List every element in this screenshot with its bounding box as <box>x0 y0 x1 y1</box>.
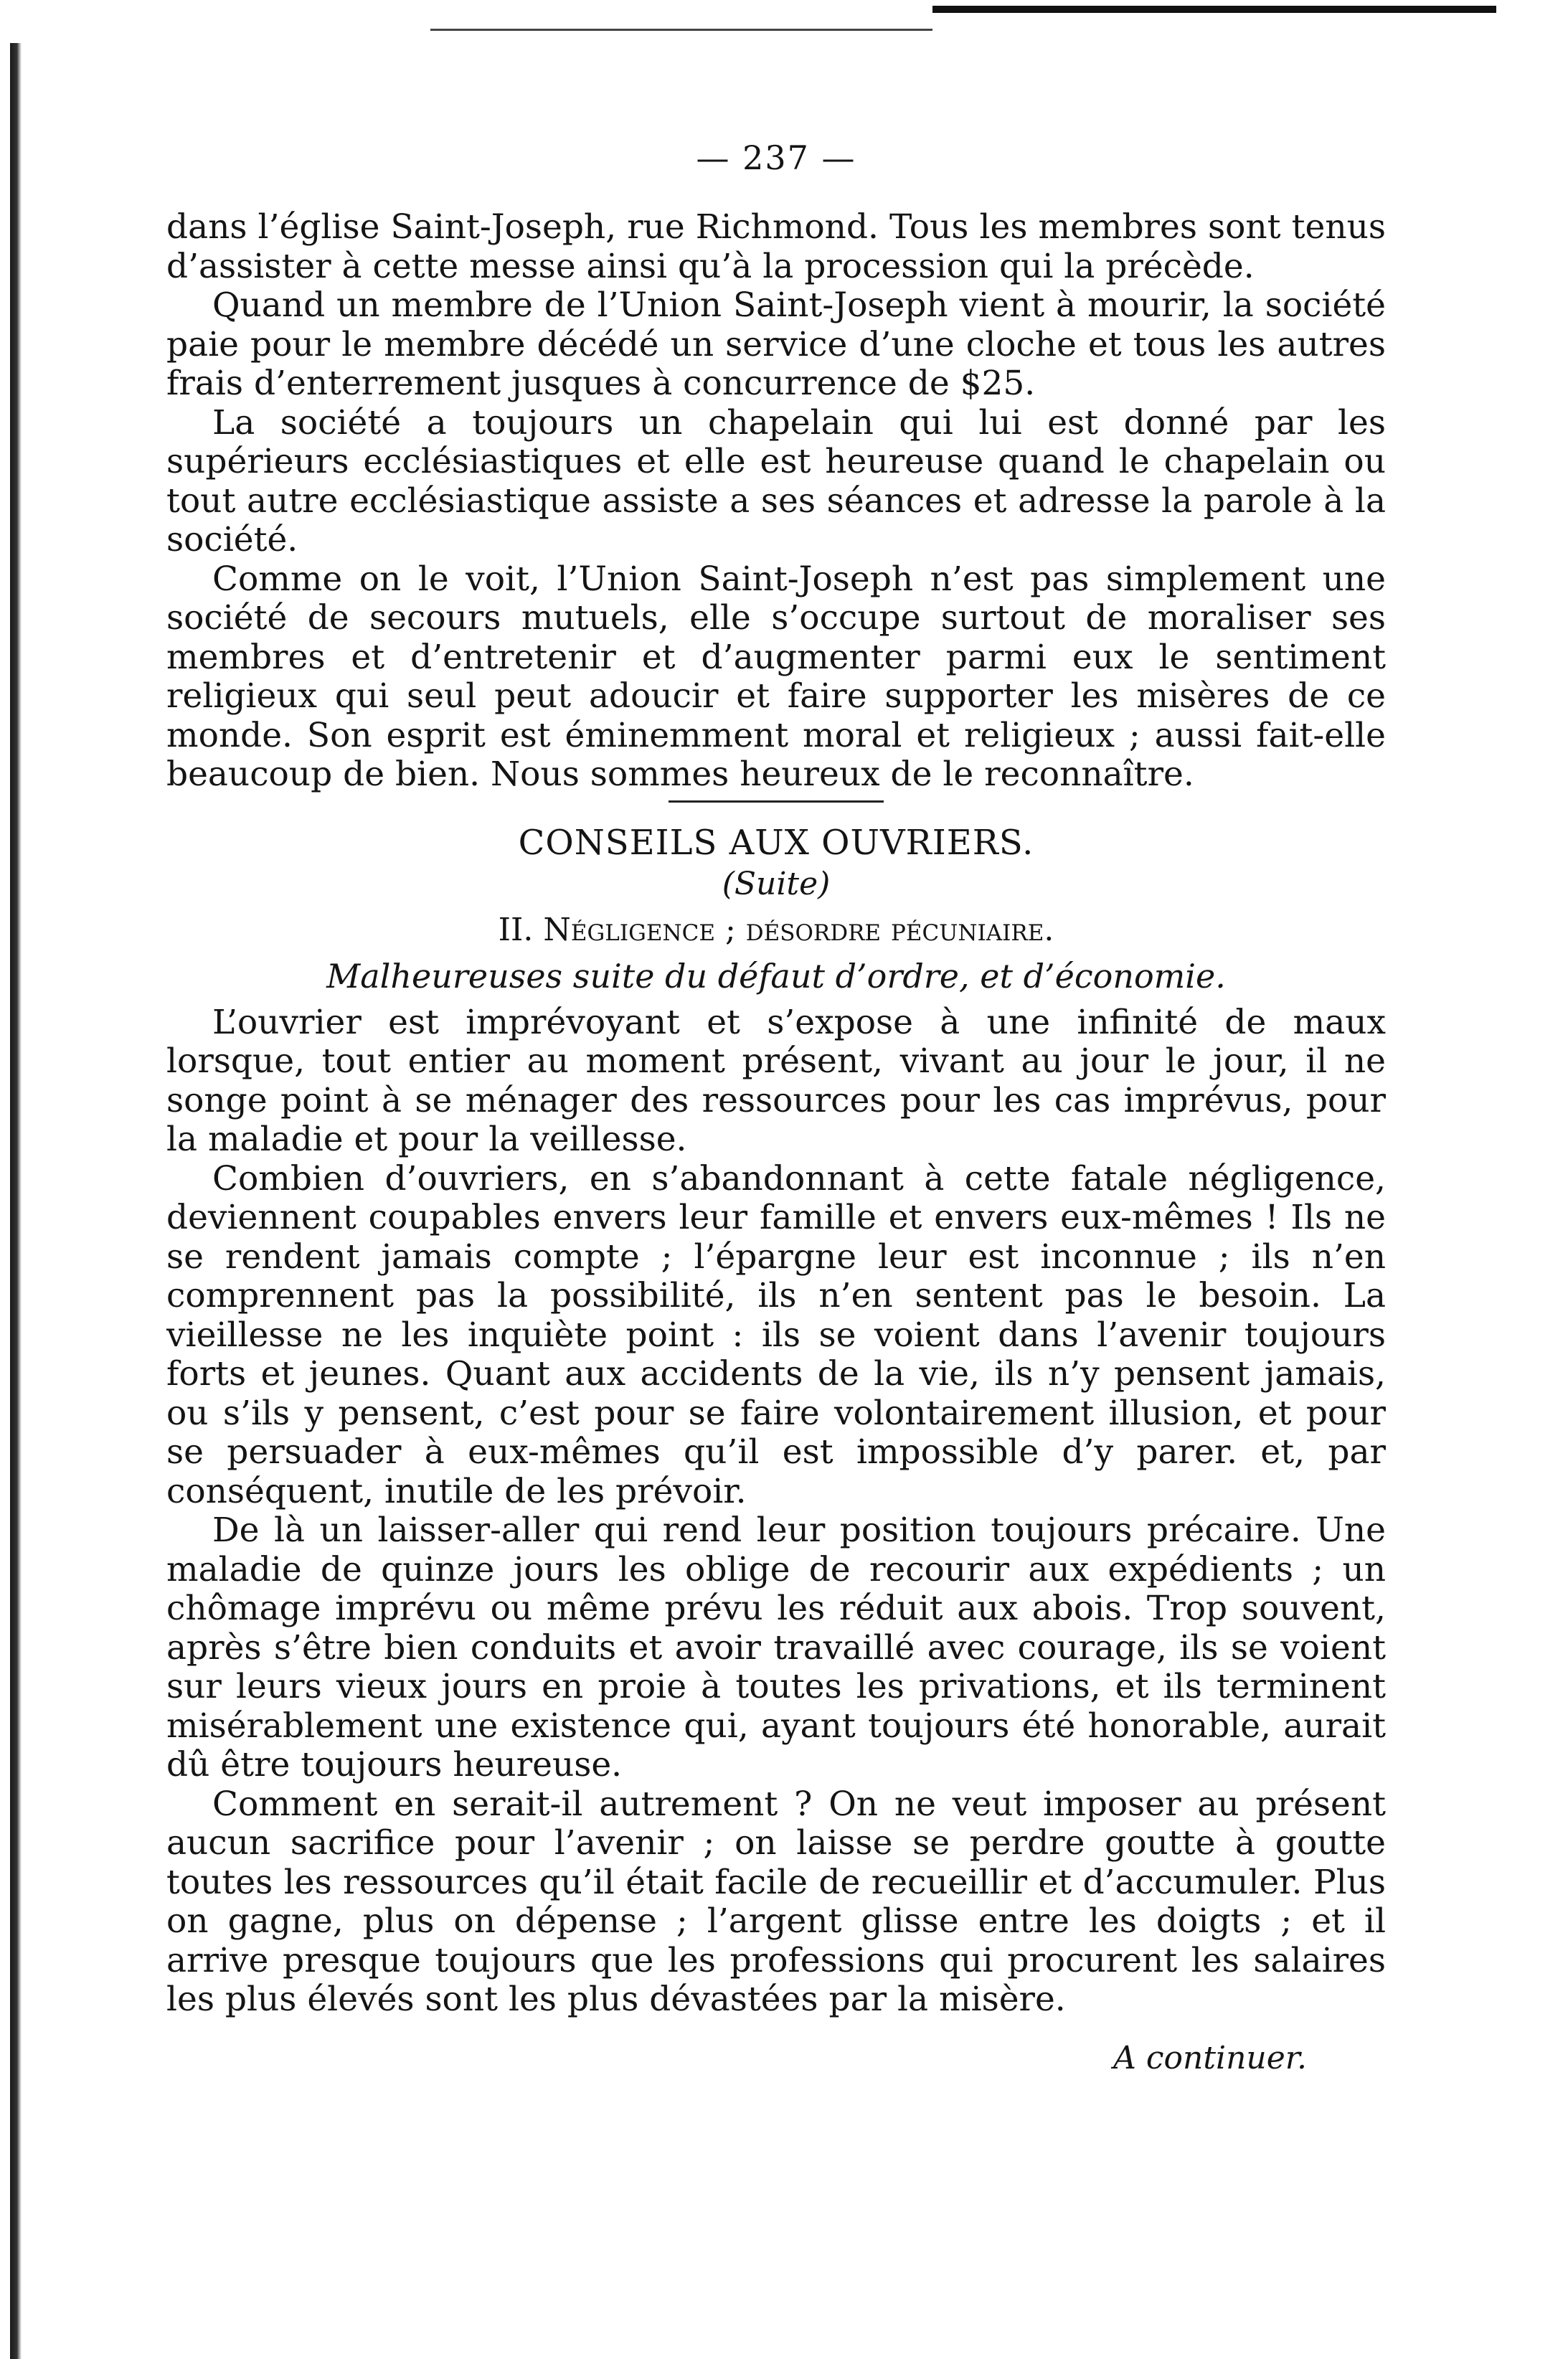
paragraph: Comment en serait-il autrement ? On ne veut imposer au présent aucun sacrifice pour l’avenir ; on laisse se perdre goutte à goutte toutes les ressources qu’il était facile de recueillir et d’accumuler. Plus on gagne, plus on dépense ; l’argent glisse entre les doigts ; et il arrive presque toujours que les professions qui procurent les salaires les plus élevés sont les plus dévastées par la misère. <box>166 1784 1386 2019</box>
paragraph: De là un laisser-aller qui rend leur position toujours précaire. Une maladie de quinze jours les oblige de recourir aux expédients ; un chômage imprévu ou même prévu les réduit aux abois. Trop souvent, après s’être bien conduits et avoir travaillé avec courage, ils se voient sur leurs vieux jours en proie à toutes les privations, et ils terminent misérablement une existence qui, ayant toujours été honorable, aurait dû être toujours heureuse. <box>166 1511 1386 1784</box>
section-divider <box>669 800 884 803</box>
section-title: CONSEILS AUX OUVRIERS. <box>518 822 1034 863</box>
page-number: — 237 — <box>696 138 856 177</box>
text-block <box>166 136 1386 2080</box>
paragraph: dans l’église Saint-Joseph, rue Richmond. Tous les membres sont tenus d’assister à cette messe ainsi qu’à la procession qui la précède. <box>166 207 1386 286</box>
paragraph: Quand un membre de l’Union Saint-Joseph vient à mourir, la société paie pour le membre décédé un service d’une cloche et tous les autres frais d’enterrement jusques à concurrence de $25. <box>166 285 1386 403</box>
section-suite: (Suite) <box>722 865 831 902</box>
paragraph: Comme on le voit, l’Union Saint-Joseph n’est pas simplement une société de secours mutuels, elle s’occupe surtout de moraliser ses membres et d’entretenir et d’augmenter parmi eux le sentiment religieux qui seul peut adoucir et faire supporter les misères de ce monde. Son esprit est éminemment moral et religieux ; aussi fait-elle beaucoup de bien. Nous sommes heureux de le reconnaître. <box>166 559 1386 794</box>
section-subtitle: II. Négligence ; désordre pécuniaire. <box>498 911 1054 948</box>
paragraph: L’ouvrier est imprévoyant et s’expose à une infinité de maux lorsque, tout entier au moment présent, vivant au jour le jour, il ne songe point à se ménager des ressources pour les cas imprévus, pour la maladie et pour la veillesse. <box>166 1002 1386 1159</box>
top-thin-rule <box>430 29 932 31</box>
top-scan-rule <box>932 6 1496 13</box>
closing-note: A continuer. <box>1113 2039 1307 2076</box>
binding-edge <box>10 43 22 2359</box>
paragraph: La société a toujours un chapelain qui lui est donné par les supérieurs ecclésiastiques et elle est heureuse quand le chapelain ou tout autre ecclésiastique assiste a ses séances et adresse la parole à la société. <box>166 402 1386 559</box>
section-italic-subtitle: Malheureuses suite du défaut d’ordre, et d’économie. <box>326 956 1226 996</box>
paragraph: Combien d’ouvriers, en s’abandonnant à cette fatale négligence, deviennent coupables envers leur famille et envers eux-mêmes ! Ils ne se rendent jamais compte ; l’épargne leur est inconnue ; ils n’en comprennent pas la possibilité, ils n’en sentent pas le besoin. La vieillesse ne les inquiète point : ils se voient dans l’avenir toujours forts et jeunes. Quant aux accidents de la vie, ils n’y pensent jamais, ou s’ils y pensent, c’est pour se faire volontairement illusion, et pour se persuader à eux-mêmes qu’il est impossible d’y parer. et, par conséquent, inutile de les prévoir. <box>166 1158 1386 1511</box>
